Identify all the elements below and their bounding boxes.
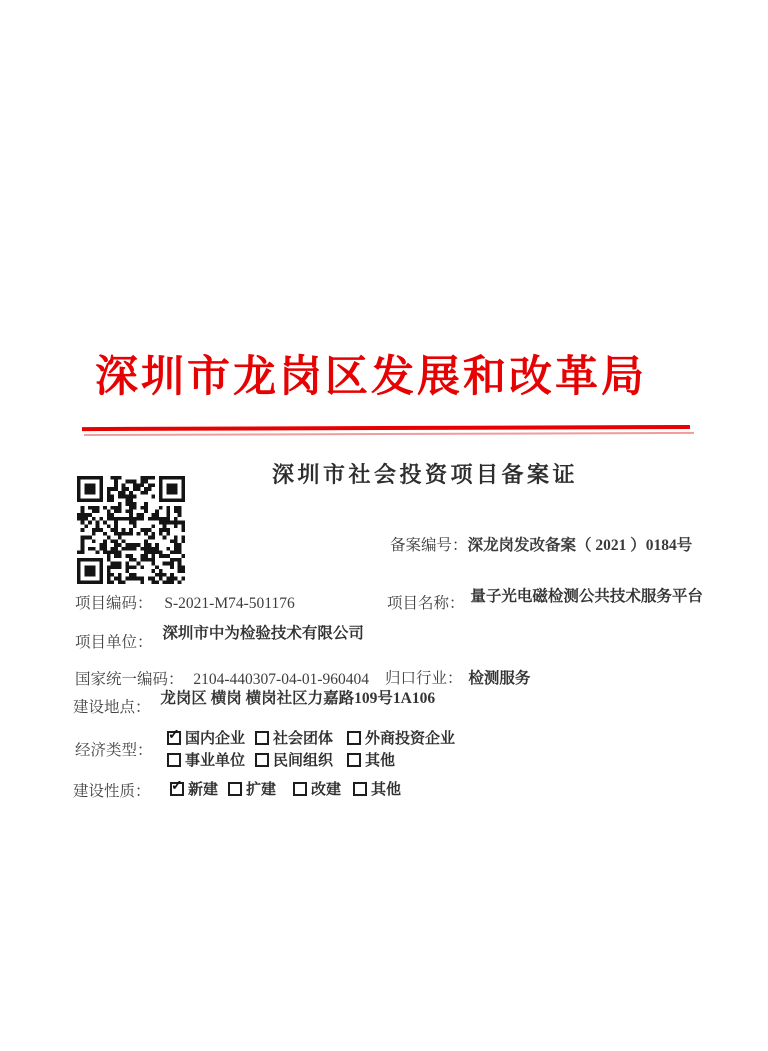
- checkbox-icon: [167, 753, 181, 767]
- checkbox-icon: [347, 753, 361, 767]
- checkbox-option: [347, 749, 395, 770]
- filing-number-label: 备案编号：: [390, 537, 468, 554]
- checkbox-icon: [228, 782, 242, 796]
- certificate-title: 深圳市社会投资项目备案证: [272, 462, 579, 487]
- filing-number-value: 深龙岗发改备案（ 2021 ）0184号: [467, 537, 693, 554]
- project-unit-field: [75, 625, 364, 652]
- checkbox-option: [255, 727, 347, 748]
- project-code-field: [75, 591, 295, 613]
- checkbox-label: 新建: [188, 782, 219, 798]
- industry-field: [385, 666, 530, 688]
- project-name-label: 项目名称：: [387, 595, 465, 612]
- letterhead-rule-thin: [84, 432, 694, 436]
- checkbox-option: [228, 778, 293, 799]
- agency-title: 深圳市龙岗区发展和改革局: [95, 354, 647, 401]
- national-code-value: 2104-440307-04-01-960404: [193, 671, 370, 688]
- checkbox-icon: [293, 782, 307, 796]
- checkbox-option: [167, 749, 255, 770]
- checkbox-option: [293, 778, 353, 799]
- project-code-label: 项目编码：: [75, 595, 153, 612]
- checkbox-icon: ✓: [171, 778, 183, 794]
- location-label: 建设地点：: [73, 699, 151, 716]
- checkbox-icon: [255, 731, 269, 745]
- checkbox-label: 改建: [311, 782, 342, 798]
- checkbox-label: 民间组织: [273, 753, 334, 769]
- checkbox-icon: [353, 782, 367, 796]
- checkbox-label: 扩建: [246, 782, 277, 798]
- checkbox-icon: ✓: [168, 727, 180, 743]
- construction-nature-label: 建设性质：: [73, 783, 151, 800]
- economic-type-row-2: [167, 749, 395, 770]
- checkbox-label: 其他: [371, 782, 402, 798]
- letterhead-rule-thick: [82, 425, 690, 431]
- project-unit-label: 项目单位：: [75, 634, 153, 651]
- project-unit-value: 深圳市中为检验技术有限公司: [162, 625, 364, 642]
- checkbox-option: [255, 749, 347, 770]
- checkbox-label: 事业单位: [185, 753, 246, 769]
- letterhead-rule: [82, 425, 694, 437]
- checkbox-option: [347, 727, 455, 748]
- checkbox-option: [170, 778, 228, 799]
- location-field: [73, 690, 436, 717]
- national-code-label: 国家统一编码：: [75, 671, 184, 688]
- checkbox-icon: [255, 753, 269, 767]
- construction-nature-row: [170, 778, 401, 799]
- industry-value: 检测服务: [468, 670, 531, 687]
- project-code-value: S-2021-M74-501176: [164, 595, 295, 612]
- checkbox-option: [353, 778, 401, 799]
- location-value: 龙岗区 横岗 横岗社区力嘉路109号1A106: [160, 690, 436, 707]
- project-name-value: 量子光电磁检测公共技术服务平台: [470, 588, 703, 605]
- qr-code: [77, 476, 185, 584]
- checkbox-label: 国内企业: [185, 731, 246, 747]
- checkbox-icon: [347, 731, 361, 745]
- economic-type-row-1: [167, 727, 455, 748]
- checkbox-label: 外商投资企业: [365, 731, 456, 747]
- checkbox-label: 社会团体: [273, 731, 334, 747]
- checkbox-label: 其他: [365, 753, 396, 769]
- project-name-field: [387, 588, 703, 613]
- filing-number-line: [390, 533, 692, 555]
- checkbox-option: [167, 727, 255, 748]
- economic-type-label: 经济类型：: [75, 742, 153, 759]
- industry-label: 归口行业：: [385, 670, 463, 687]
